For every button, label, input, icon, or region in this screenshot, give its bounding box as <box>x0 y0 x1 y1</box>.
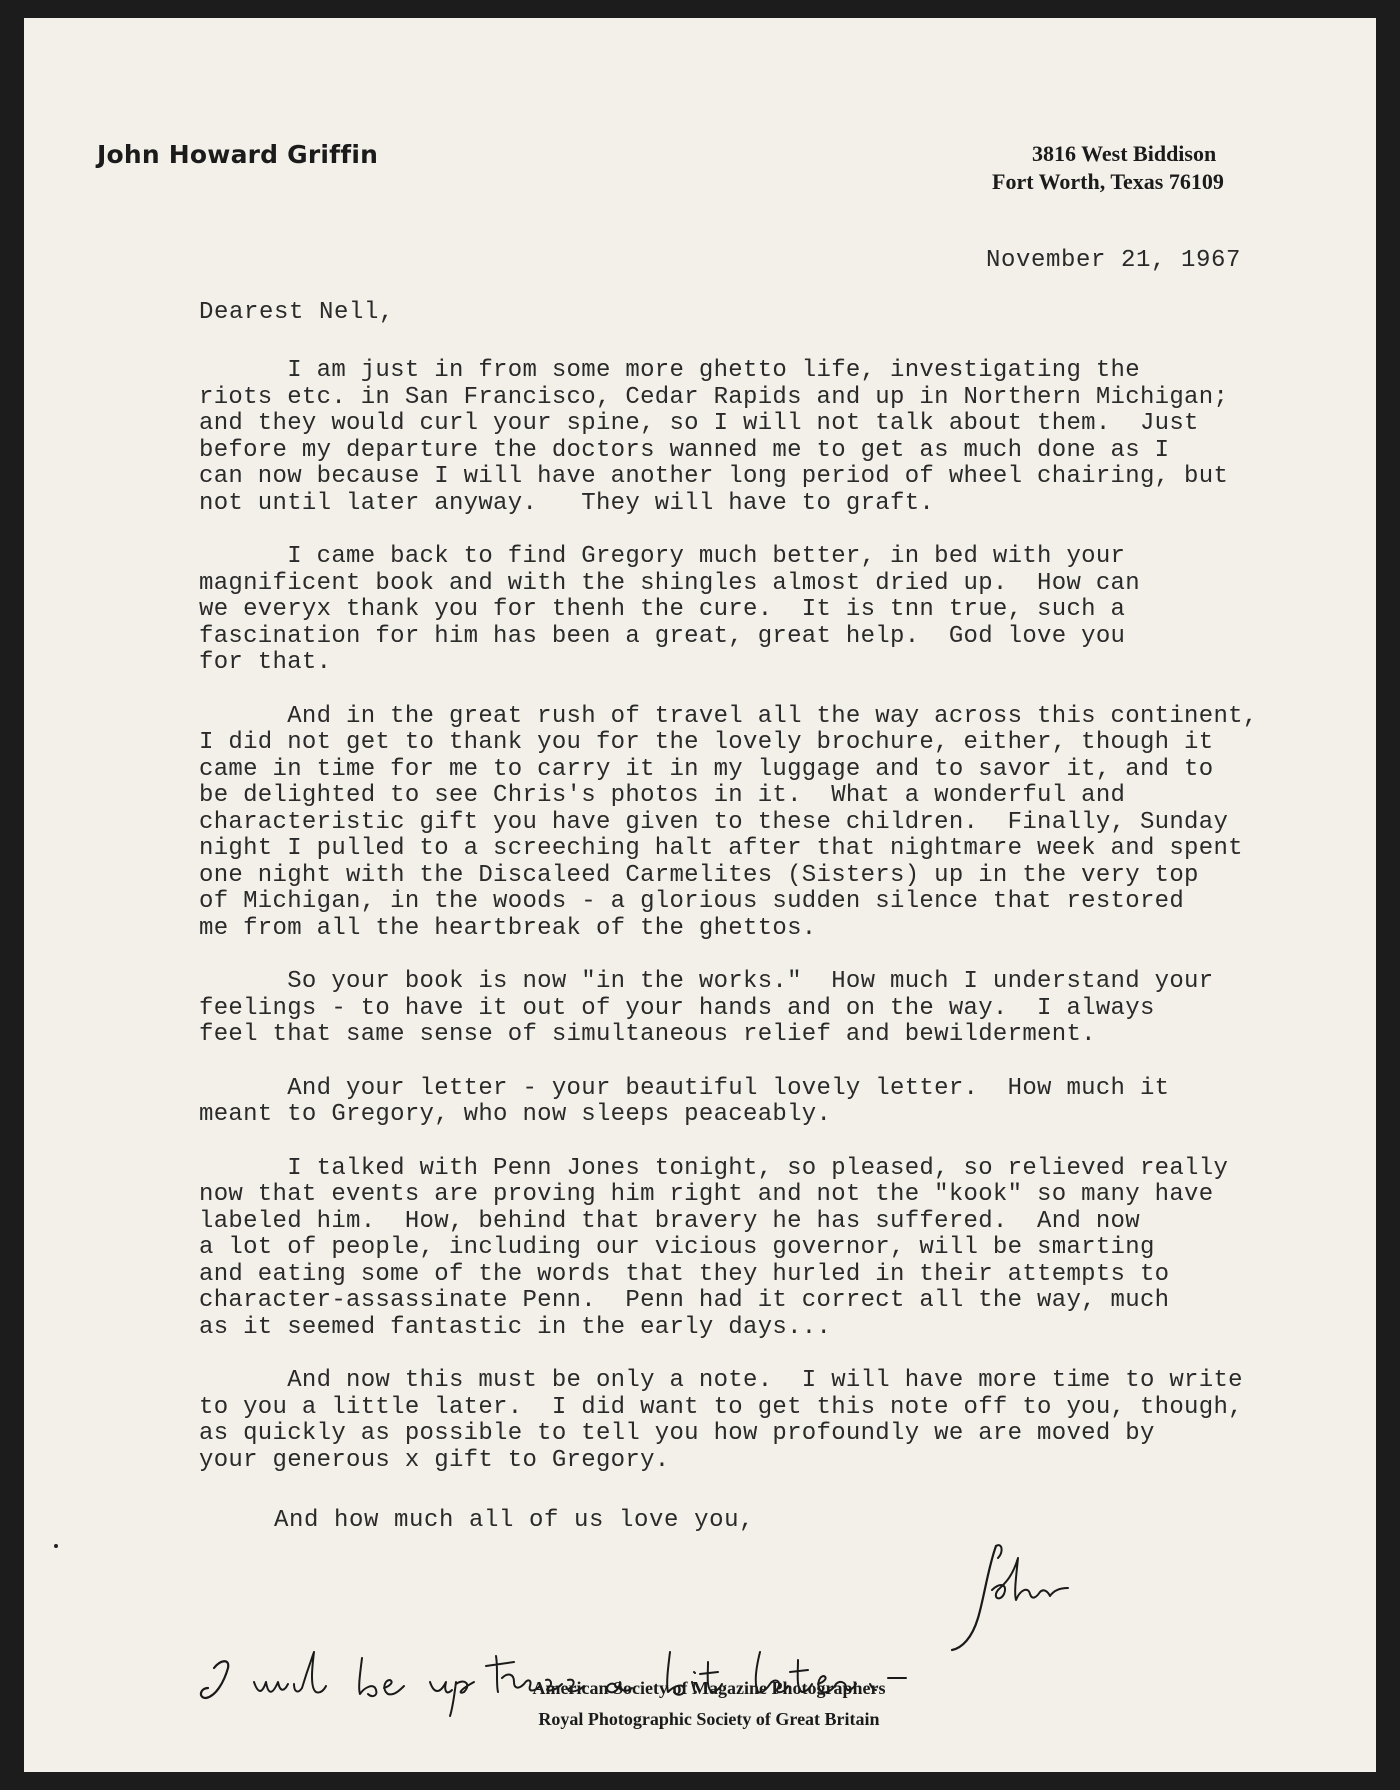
sender-name: John Howard Griffin <box>97 140 379 169</box>
membership-footer <box>484 1673 934 1735</box>
punch-mark <box>54 1544 58 1548</box>
paragraph-3: And in the great rush of travel all the way across this continent, I did not get to thank you for the lovely brochure, either, though it came in time for me to carry it in my luggage and to savor it, and to be delighted to see Chris's photos in it. What a wonderful and characteristic gift you have given to these children. Finally, Sunday night I pulled to a screeching halt after that nightmare week and spent one night with the Discaleed Carmelites (Sisters) up in the very top of Michigan, in the woods - a glorious sudden silence that restored me from all the heartbreak of the ghettos. <box>199 702 1258 942</box>
address-line-city: Fort Worth, Texas 76109 <box>992 169 1224 194</box>
letter-sheet <box>24 18 1376 1772</box>
letter-body <box>199 358 1369 1501</box>
paragraph-7: And now this must be only a note. I will have more time to write to you a little later. I did want to get this note off to you, though, as quickly as possible to tell you how profoundly we are moved by your generous x gift to Gregory. <box>199 1367 1243 1474</box>
paragraph-2: I came back to find Gregory much better, in bed with your magnificent book and with the shingles almost dried up. How can we everyx thank you for thenh the cure. It is tnn true, such a fascination for him has been a great, great help. God love you for that. <box>199 543 1140 676</box>
membership-asmp: American Society of Magazine Photographers <box>532 1678 886 1698</box>
paragraph-5: And your letter - your beautiful lovely letter. How much it meant to Gregory, who now sleeps peaceably. <box>199 1074 1170 1128</box>
letter-date: November 21, 1967 <box>986 247 1242 274</box>
paragraph-4: So your book is now "in the works." How much I understand your feelings - to have it out of your hands and on the way. I always feel that same sense of simultaneous relief and bewilderment. <box>199 968 1214 1048</box>
paragraph-1: I am just in from some more ghetto life, investigating the riots etc. in San Francisco, Cedar Rapids and up in Northern Michigan; and they would curl your spine, so I will not talk about them. Just before my departure the doctors wanned me to get as much done as I can now because I will have another long period of wheel chairing, but not until later anyway. They will have to graft. <box>199 357 1229 517</box>
membership-rps: Royal Photographic Society of Great Britain <box>538 1709 880 1729</box>
sender-address <box>992 140 1372 196</box>
paragraph-6: I talked with Penn Jones tonight, so pleased, so relieved really now that events are proving him right and not the "kook" so many have labeled him. How, behind that bravery he has suffered. And now a lot of people, including our vicious governor, will be smarting and eating some of the words that they hurled in their attempts to character-assassinate Penn. Penn had it correct all the way, much as it seemed fantastic in the early days... <box>199 1154 1229 1341</box>
salutation: Dearest Nell, <box>199 299 395 326</box>
address-line-street: 3816 West Biddison <box>1032 141 1217 166</box>
closing-line: And how much all of us love you, <box>274 1507 755 1534</box>
